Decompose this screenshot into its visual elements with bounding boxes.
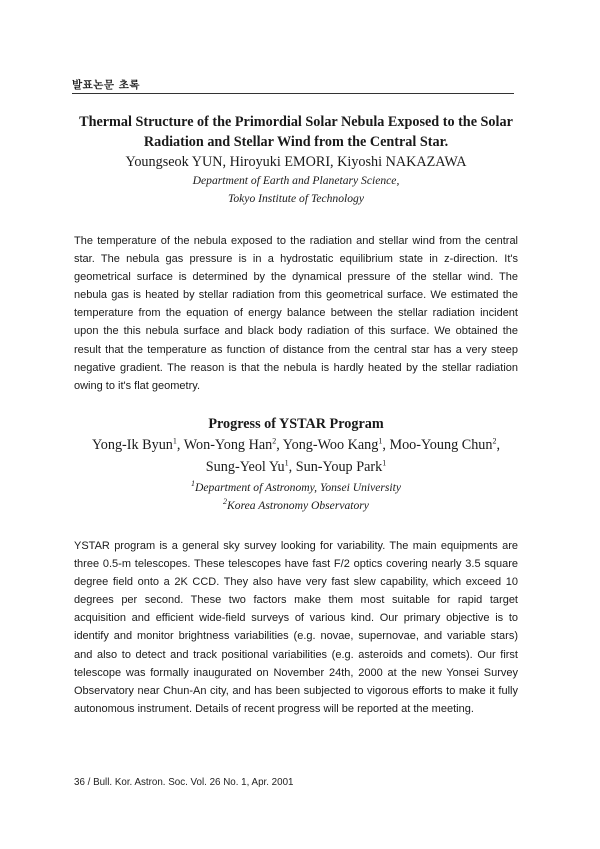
abstract-title: Progress of YSTAR Program	[208, 416, 384, 432]
author: Sung-Yeol Yu$^1$,	[205, 458, 296, 475]
abstract-affiliation: $^2$Korea Astronomy Observatory	[223, 496, 369, 512]
abstract-authors	[74, 434, 518, 478]
abstract-authors: Youngseok YUN, Hiroyuki EMORI, Kiyoshi NAKAZAWA	[125, 154, 467, 170]
page-footer: 36 / Bull. Kor. Astron. Soc. Vol. 26 No. 1, Apr. 2001	[74, 777, 294, 788]
abstract-title-line: Thermal Structure of the Primordial Solar Nebula Exposed to the Solar	[79, 114, 513, 130]
abstract-body: The temperature of the nebula exposed to the radiation and stellar wind from the central star. The nebula gas pressure is in a hydrostatic equilibrium state in z-direction. It's geometrical surface is determined by the dynamical pressure of the stellar wind. The nebula gas is heated by stellar radiation from this geometrical surface. We estimated the temperature from the equation of energy balance between the stellar radiation incident upon the this nebula surface and black body radiation of this surface. We obtained the result that the temperature as function of distance from the central star has a very steep negative gradient. The reason is that the nebula is hardly heated by the stellar radiation owing to it's flat geometry.	[74, 235, 518, 392]
abstract-solar-nebula	[74, 112, 518, 395]
author: Won-Yong Han$^2$,	[183, 436, 283, 453]
abstract-affiliation: Tokyo Institute of Technology	[227, 191, 364, 205]
author: Yong-Woo Kang$^1$,	[282, 436, 390, 453]
author: Yong-Ik Byun$^1$,	[91, 436, 184, 453]
abstract-affiliation: $^1$Department of Astronomy, Yonsei University	[191, 479, 401, 494]
header-rule	[72, 93, 514, 94]
author: Moo-Young Chun$^2$,	[389, 436, 501, 453]
abstract-body: YSTAR program is a general sky survey looking for variability. The main equipments are three 0.5-m telescopes. These telescopes have fast F/2 optics covering nearly 3.5 square degree field onto a 2K CCD. They also have very fast slew capability, which exceed 10 degrees per second. These two factors make them most suitable for rapid target acquisition and efficient wide-field surveys of various kind. Our primary objective is to identify and monitor brightness variabilities (e.g. novae, supernovae, and variable stars) and also to detect and track positional variabilities (e.g. asteroids and comets). Our first telescope was formally inaugurated on November 24th, 2000 at the new Yonsei Survey Observatory near Chun-An city, and has been subjected to vigorous efforts to make it fully autonomous instrument. Details of recent progress will be reported at the meeting.	[74, 540, 518, 715]
abstract-title-line: Radiation and Stellar Wind from the Central Star.	[143, 134, 449, 150]
author: Sun-Youp Park$^1$	[295, 458, 387, 475]
section-header-label: 발표논문 초록	[72, 79, 141, 91]
abstract-ystar	[74, 414, 518, 718]
abstract-affiliation: Department of Earth and Planetary Science,	[192, 174, 400, 187]
affiliation-list	[74, 479, 518, 514]
